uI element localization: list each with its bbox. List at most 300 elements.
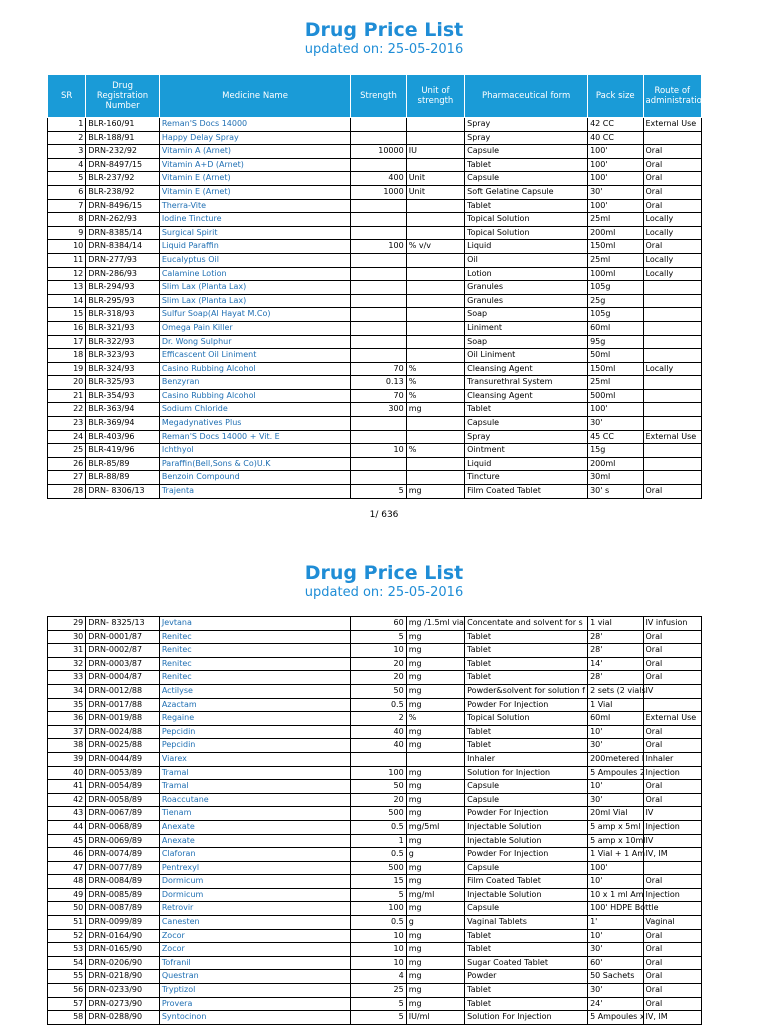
cell-sr: 17 xyxy=(48,335,86,349)
column-header-unit-of-strength: Unit of strength xyxy=(406,75,464,118)
cell-strength: 10 xyxy=(351,444,406,458)
cell-pharmaceutical-form: Vaginal Tablets xyxy=(465,916,588,930)
cell-strength: 5 xyxy=(351,997,406,1011)
cell-medicine-name: Sulfur Soap(Al Hayat M.Co) xyxy=(159,308,350,322)
cell-medicine-name: Zocor xyxy=(159,943,350,957)
cell-pharmaceutical-form: Powder For Injection xyxy=(465,848,588,862)
cell-registration-number: DRN-0288/90 xyxy=(86,1011,160,1025)
table-row xyxy=(48,335,702,349)
cell-sr: 56 xyxy=(48,984,86,998)
cell-pack-size: 95g xyxy=(588,335,643,349)
cell-route: External Use xyxy=(643,118,702,132)
cell-unit: mg xyxy=(406,956,464,970)
cell-pharmaceutical-form: Powder For Injection xyxy=(465,807,588,821)
cell-pharmaceutical-form: Granules xyxy=(465,294,588,308)
cell-sr: 18 xyxy=(48,349,86,363)
cell-medicine-name: Tramal xyxy=(159,766,350,780)
table-row xyxy=(48,349,702,363)
cell-registration-number: DRN-0019/88 xyxy=(86,712,160,726)
cell-pack-size: 14' xyxy=(588,657,643,671)
cell-sr: 44 xyxy=(48,820,86,834)
column-header-route: Route of administration xyxy=(643,75,702,118)
cell-pack-size: 30' xyxy=(588,943,643,957)
cell-medicine-name: Azactam xyxy=(159,698,350,712)
cell-route: Oral xyxy=(643,970,702,984)
cell-unit: Unit xyxy=(406,185,464,199)
cell-strength: 5 xyxy=(351,888,406,902)
cell-route: Oral xyxy=(643,725,702,739)
cell-medicine-name: Pentrexyl xyxy=(159,861,350,875)
table-row xyxy=(48,888,702,902)
cell-pack-size: 105g xyxy=(588,281,643,295)
cell-medicine-name: Retrovir xyxy=(159,902,350,916)
cell-pharmaceutical-form: Lotion xyxy=(465,267,588,281)
cell-registration-number: BLR-295/93 xyxy=(86,294,160,308)
cell-pack-size: 200metered I xyxy=(588,752,643,766)
cell-strength: 10 xyxy=(351,943,406,957)
cell-medicine-name: Trajenta xyxy=(159,485,350,499)
cell-sr: 4 xyxy=(48,158,86,172)
table-row xyxy=(48,389,702,403)
cell-route: Oral xyxy=(643,172,702,186)
cell-strength xyxy=(351,226,406,240)
cell-pharmaceutical-form: Tincture xyxy=(465,471,588,485)
table-row xyxy=(48,671,702,685)
cell-medicine-name: Omega Pain Killer xyxy=(159,321,350,335)
cell-unit: mg xyxy=(406,793,464,807)
table-row xyxy=(48,253,702,267)
cell-sr: 14 xyxy=(48,294,86,308)
cell-registration-number: BLR-318/93 xyxy=(86,308,160,322)
cell-pharmaceutical-form: Tablet xyxy=(465,984,588,998)
cell-pack-size: 100' xyxy=(588,172,643,186)
cell-strength: 10000 xyxy=(351,145,406,159)
cell-pack-size: 100' xyxy=(588,145,643,159)
cell-medicine-name: Dormicum xyxy=(159,888,350,902)
cell-route xyxy=(643,294,702,308)
cell-registration-number: BLR-160/91 xyxy=(86,118,160,132)
cell-unit: mg xyxy=(406,766,464,780)
cell-unit: IU xyxy=(406,145,464,159)
cell-registration-number: DRN-262/93 xyxy=(86,213,160,227)
cell-strength xyxy=(351,158,406,172)
cell-route: Locally xyxy=(643,253,702,267)
cell-pharmaceutical-form: Ointment xyxy=(465,444,588,458)
cell-medicine-name: Renitec xyxy=(159,644,350,658)
cell-strength xyxy=(351,213,406,227)
cell-unit: % xyxy=(406,389,464,403)
cell-sr: 8 xyxy=(48,213,86,227)
cell-strength xyxy=(351,417,406,431)
cell-sr: 7 xyxy=(48,199,86,213)
table-row xyxy=(48,457,702,471)
column-header-sr: SR xyxy=(48,75,86,118)
cell-strength: 0.13 xyxy=(351,376,406,390)
cell-unit: Unit xyxy=(406,172,464,186)
cell-route: Locally xyxy=(643,362,702,376)
cell-pharmaceutical-form: Tablet xyxy=(465,199,588,213)
cell-unit: mg xyxy=(406,403,464,417)
cell-pharmaceutical-form: Capsule xyxy=(465,793,588,807)
cell-pack-size: 15g xyxy=(588,444,643,458)
table-row xyxy=(48,684,702,698)
cell-route xyxy=(643,444,702,458)
cell-registration-number: DRN- 8306/13 xyxy=(86,485,160,499)
table-row xyxy=(48,698,702,712)
cell-sr: 3 xyxy=(48,145,86,159)
cell-pack-size: 30' xyxy=(588,417,643,431)
cell-medicine-name: Canesten xyxy=(159,916,350,930)
cell-registration-number: DRN-0069/89 xyxy=(86,834,160,848)
cell-strength xyxy=(351,349,406,363)
cell-strength xyxy=(351,118,406,132)
cell-registration-number: DRN-8496/15 xyxy=(86,199,160,213)
cell-pack-size: 200ml xyxy=(588,457,643,471)
cell-registration-number: BLR-363/94 xyxy=(86,403,160,417)
cell-pharmaceutical-form: Film Coated Tablet xyxy=(465,875,588,889)
cell-pack-size: 150ml xyxy=(588,240,643,254)
cell-pharmaceutical-form: Inhaler xyxy=(465,752,588,766)
cell-medicine-name: Dormicum xyxy=(159,875,350,889)
cell-sr: 5 xyxy=(48,172,86,186)
cell-strength: 1000 xyxy=(351,185,406,199)
cell-route: IV xyxy=(643,807,702,821)
cell-pack-size: 30' xyxy=(588,185,643,199)
cell-pack-size: 1 Vial xyxy=(588,698,643,712)
cell-registration-number: DRN-0218/90 xyxy=(86,970,160,984)
cell-unit: mg xyxy=(406,970,464,984)
cell-pharmaceutical-form: Tablet xyxy=(465,997,588,1011)
cell-medicine-name: Liquid Paraffin xyxy=(159,240,350,254)
cell-unit xyxy=(406,335,464,349)
cell-route: Oral xyxy=(643,657,702,671)
cell-sr: 13 xyxy=(48,281,86,295)
cell-unit: mg xyxy=(406,807,464,821)
cell-unit: g xyxy=(406,848,464,862)
cell-pharmaceutical-form: Soap xyxy=(465,335,588,349)
cell-sr: 11 xyxy=(48,253,86,267)
cell-strength: 100 xyxy=(351,766,406,780)
cell-strength: 300 xyxy=(351,403,406,417)
cell-route: Oral xyxy=(643,185,702,199)
page-number: 1/ 636 xyxy=(369,510,399,520)
document-subtitle: updated on: 25-05-2016 xyxy=(304,585,464,600)
cell-medicine-name: Casino Rubbing Alcohol xyxy=(159,389,350,403)
cell-pharmaceutical-form: Powder&solvent for solution f xyxy=(465,684,588,698)
cell-registration-number: DRN-0025/88 xyxy=(86,739,160,753)
cell-pharmaceutical-form: Capsule xyxy=(465,417,588,431)
cell-medicine-name: Eucalyptus Oil xyxy=(159,253,350,267)
cell-strength xyxy=(351,253,406,267)
cell-strength xyxy=(351,457,406,471)
cell-registration-number: DRN-0058/89 xyxy=(86,793,160,807)
cell-pharmaceutical-form: Powder For Injection xyxy=(465,698,588,712)
cell-route xyxy=(643,471,702,485)
cell-unit: mg xyxy=(406,671,464,685)
cell-medicine-name: Slim Lax (Planta Lax) xyxy=(159,281,350,295)
cell-unit xyxy=(406,349,464,363)
cell-registration-number: BLR-354/93 xyxy=(86,389,160,403)
cell-medicine-name: Casino Rubbing Alcohol xyxy=(159,362,350,376)
cell-pharmaceutical-form: Liquid xyxy=(465,240,588,254)
cell-strength: 10 xyxy=(351,956,406,970)
cell-pharmaceutical-form: Capsule xyxy=(465,861,588,875)
cell-medicine-name: Pepcidin xyxy=(159,725,350,739)
cell-route: Locally xyxy=(643,226,702,240)
cell-sr: 42 xyxy=(48,793,86,807)
cell-sr: 21 xyxy=(48,389,86,403)
cell-unit: mg xyxy=(406,725,464,739)
cell-strength xyxy=(351,281,406,295)
cell-medicine-name: Roaccutane xyxy=(159,793,350,807)
document-title: Drug Price List xyxy=(304,562,464,584)
table-row xyxy=(48,199,702,213)
cell-medicine-name: Anexate xyxy=(159,820,350,834)
cell-pharmaceutical-form: Powder xyxy=(465,970,588,984)
cell-pack-size: 30' xyxy=(588,739,643,753)
cell-strength: 100 xyxy=(351,240,406,254)
cell-pack-size: 1 Vial + 1 Am xyxy=(588,848,643,862)
cell-route: Injection xyxy=(643,766,702,780)
cell-pack-size: 200ml xyxy=(588,226,643,240)
cell-sr: 1 xyxy=(48,118,86,132)
cell-route: IV xyxy=(643,684,702,698)
cell-strength: 500 xyxy=(351,861,406,875)
cell-route: Oral xyxy=(643,485,702,499)
cell-strength: 15 xyxy=(351,875,406,889)
cell-medicine-name: Provera xyxy=(159,997,350,1011)
cell-pharmaceutical-form: Cleansing Agent xyxy=(465,389,588,403)
table-row xyxy=(48,617,702,631)
table-row xyxy=(48,444,702,458)
cell-registration-number: DRN-232/92 xyxy=(86,145,160,159)
cell-sr: 2 xyxy=(48,131,86,145)
table-row xyxy=(48,131,702,145)
cell-sr: 19 xyxy=(48,362,86,376)
cell-sr: 46 xyxy=(48,848,86,862)
cell-strength: 20 xyxy=(351,793,406,807)
cell-registration-number: DRN-0099/89 xyxy=(86,916,160,930)
cell-sr: 22 xyxy=(48,403,86,417)
cell-registration-number: BLR-294/93 xyxy=(86,281,160,295)
table-row xyxy=(48,916,702,930)
cell-pack-size: 100ml xyxy=(588,267,643,281)
cell-sr: 16 xyxy=(48,321,86,335)
cell-strength: 20 xyxy=(351,657,406,671)
cell-pharmaceutical-form: Cleansing Agent xyxy=(465,362,588,376)
cell-pack-size: 28' xyxy=(588,630,643,644)
cell-strength xyxy=(351,199,406,213)
cell-pack-size: 150ml xyxy=(588,362,643,376)
cell-route: Oral xyxy=(643,943,702,957)
cell-route: Oral xyxy=(643,929,702,943)
cell-registration-number: DRN-0077/89 xyxy=(86,861,160,875)
cell-route: Injection xyxy=(643,888,702,902)
cell-medicine-name: Anexate xyxy=(159,834,350,848)
cell-pharmaceutical-form: Capsule xyxy=(465,780,588,794)
cell-unit xyxy=(406,430,464,444)
cell-route: Oral xyxy=(643,644,702,658)
cell-unit: mg xyxy=(406,875,464,889)
column-header-pharmaceutical-form: Pharmaceutical form xyxy=(465,75,588,118)
cell-unit: mg xyxy=(406,630,464,644)
cell-pack-size: 30ml xyxy=(588,471,643,485)
document-title: Drug Price List xyxy=(304,19,464,41)
cell-pack-size: 2 sets (2 vials xyxy=(588,684,643,698)
cell-registration-number: DRN-0002/87 xyxy=(86,644,160,658)
table-row xyxy=(48,725,702,739)
cell-pharmaceutical-form: Film Coated Tablet xyxy=(465,485,588,499)
cell-medicine-name: Vitamin E (Arnet) xyxy=(159,172,350,186)
cell-sr: 53 xyxy=(48,943,86,957)
table-row xyxy=(48,780,702,794)
column-header-medicine-name: Medicine Name xyxy=(159,75,350,118)
table-row xyxy=(48,644,702,658)
cell-pharmaceutical-form: Sugar Coated Tablet xyxy=(465,956,588,970)
cell-registration-number: DRN-0068/89 xyxy=(86,820,160,834)
cell-route xyxy=(643,417,702,431)
cell-pharmaceutical-form: Liquid xyxy=(465,457,588,471)
cell-pack-size: 25ml xyxy=(588,253,643,267)
cell-unit: mg xyxy=(406,834,464,848)
table-row xyxy=(48,403,702,417)
table-row xyxy=(48,848,702,862)
cell-registration-number: DRN-0004/87 xyxy=(86,671,160,685)
cell-route: Oral xyxy=(643,793,702,807)
cell-sr: 27 xyxy=(48,471,86,485)
cell-sr: 52 xyxy=(48,929,86,943)
cell-registration-number: BLR-85/89 xyxy=(86,457,160,471)
cell-medicine-name: Megadynatives Plus xyxy=(159,417,350,431)
cell-pack-size: 50ml xyxy=(588,349,643,363)
cell-medicine-name: Tramal xyxy=(159,780,350,794)
cell-sr: 32 xyxy=(48,657,86,671)
cell-medicine-name: Jevtana xyxy=(159,617,350,631)
cell-pack-size: 42 CC xyxy=(588,118,643,132)
cell-route: Locally xyxy=(643,267,702,281)
cell-registration-number: DRN-0001/87 xyxy=(86,630,160,644)
cell-strength xyxy=(351,308,406,322)
cell-pack-size: 1' xyxy=(588,916,643,930)
cell-route xyxy=(643,698,702,712)
cell-unit: mg/5ml xyxy=(406,820,464,834)
cell-strength: 0.5 xyxy=(351,916,406,930)
cell-registration-number: DRN-0024/88 xyxy=(86,725,160,739)
cell-medicine-name: Tryptizol xyxy=(159,984,350,998)
cell-pack-size: 100' xyxy=(588,403,643,417)
cell-unit xyxy=(406,457,464,471)
cell-pack-size: 28' xyxy=(588,644,643,658)
cell-strength xyxy=(351,294,406,308)
cell-unit: mg xyxy=(406,902,464,916)
cell-medicine-name: Syntocinon xyxy=(159,1011,350,1025)
cell-sr: 57 xyxy=(48,997,86,1011)
table-row xyxy=(48,172,702,186)
cell-medicine-name: Renitec xyxy=(159,657,350,671)
cell-strength: 2 xyxy=(351,712,406,726)
table-row xyxy=(48,267,702,281)
column-header-pack-size: Pack size xyxy=(588,75,643,118)
cell-unit: mg xyxy=(406,485,464,499)
cell-registration-number: BLR-323/93 xyxy=(86,349,160,363)
cell-unit: % xyxy=(406,362,464,376)
cell-unit xyxy=(406,281,464,295)
table-row xyxy=(48,807,702,821)
cell-strength: 20 xyxy=(351,671,406,685)
table-row xyxy=(48,321,702,335)
cell-pharmaceutical-form: Topical Solution xyxy=(465,213,588,227)
cell-sr: 36 xyxy=(48,712,86,726)
cell-strength xyxy=(351,430,406,444)
cell-pack-size: 50 Sachets xyxy=(588,970,643,984)
cell-sr: 9 xyxy=(48,226,86,240)
cell-sr: 41 xyxy=(48,780,86,794)
cell-sr: 49 xyxy=(48,888,86,902)
cell-pharmaceutical-form: Soap xyxy=(465,308,588,322)
cell-route: IV, IM xyxy=(643,848,702,862)
cell-pharmaceutical-form: Topical Solution xyxy=(465,712,588,726)
cell-sr: 15 xyxy=(48,308,86,322)
cell-route xyxy=(643,861,702,875)
cell-strength xyxy=(351,131,406,145)
cell-registration-number: DRN-8385/14 xyxy=(86,226,160,240)
cell-pharmaceutical-form: Concentate and solvent for s xyxy=(465,617,588,631)
cell-unit: mg xyxy=(406,684,464,698)
cell-strength: 0.5 xyxy=(351,848,406,862)
cell-sr: 28 xyxy=(48,485,86,499)
cell-medicine-name: Vitamin A (Arnet) xyxy=(159,145,350,159)
cell-medicine-name: Questran xyxy=(159,970,350,984)
table-row xyxy=(48,308,702,322)
table-header xyxy=(48,75,708,118)
cell-strength xyxy=(351,321,406,335)
cell-sr: 26 xyxy=(48,457,86,471)
cell-unit xyxy=(406,213,464,227)
cell-pharmaceutical-form: Tablet xyxy=(465,644,588,658)
cell-route: Oral xyxy=(643,199,702,213)
cell-registration-number: DRN-8384/14 xyxy=(86,240,160,254)
cell-medicine-name: Renitec xyxy=(159,630,350,644)
cell-pack-size: 105g xyxy=(588,308,643,322)
cell-sr: 29 xyxy=(48,617,86,631)
cell-pack-size: 5 amp x 5ml xyxy=(588,820,643,834)
cell-pharmaceutical-form: Transurethral System xyxy=(465,376,588,390)
cell-medicine-name: Dr. Wong Sulphur xyxy=(159,335,350,349)
cell-registration-number: DRN- 8325/13 xyxy=(86,617,160,631)
cell-strength xyxy=(351,471,406,485)
cell-pack-size: 5 amp x 10ml xyxy=(588,834,643,848)
cell-pharmaceutical-form: Tablet xyxy=(465,739,588,753)
cell-registration-number: DRN-277/93 xyxy=(86,253,160,267)
cell-unit: mg xyxy=(406,739,464,753)
cell-registration-number: DRN-0044/89 xyxy=(86,752,160,766)
cell-sr: 39 xyxy=(48,752,86,766)
cell-unit xyxy=(406,294,464,308)
cell-pharmaceutical-form: Injectable Solution xyxy=(465,888,588,902)
cell-pharmaceutical-form: Tablet xyxy=(465,630,588,644)
cell-registration-number: DRN-0233/90 xyxy=(86,984,160,998)
cell-pack-size: 100' xyxy=(588,861,643,875)
cell-unit: mg xyxy=(406,780,464,794)
cell-pharmaceutical-form: Spray xyxy=(465,131,588,145)
cell-strength: 100 xyxy=(351,902,406,916)
cell-pharmaceutical-form: Spray xyxy=(465,430,588,444)
drug-price-table xyxy=(47,616,702,1025)
cell-route: Injection xyxy=(643,820,702,834)
cell-registration-number: BLR-419/96 xyxy=(86,444,160,458)
cell-unit xyxy=(406,199,464,213)
cell-medicine-name: Slim Lax (Planta Lax) xyxy=(159,294,350,308)
